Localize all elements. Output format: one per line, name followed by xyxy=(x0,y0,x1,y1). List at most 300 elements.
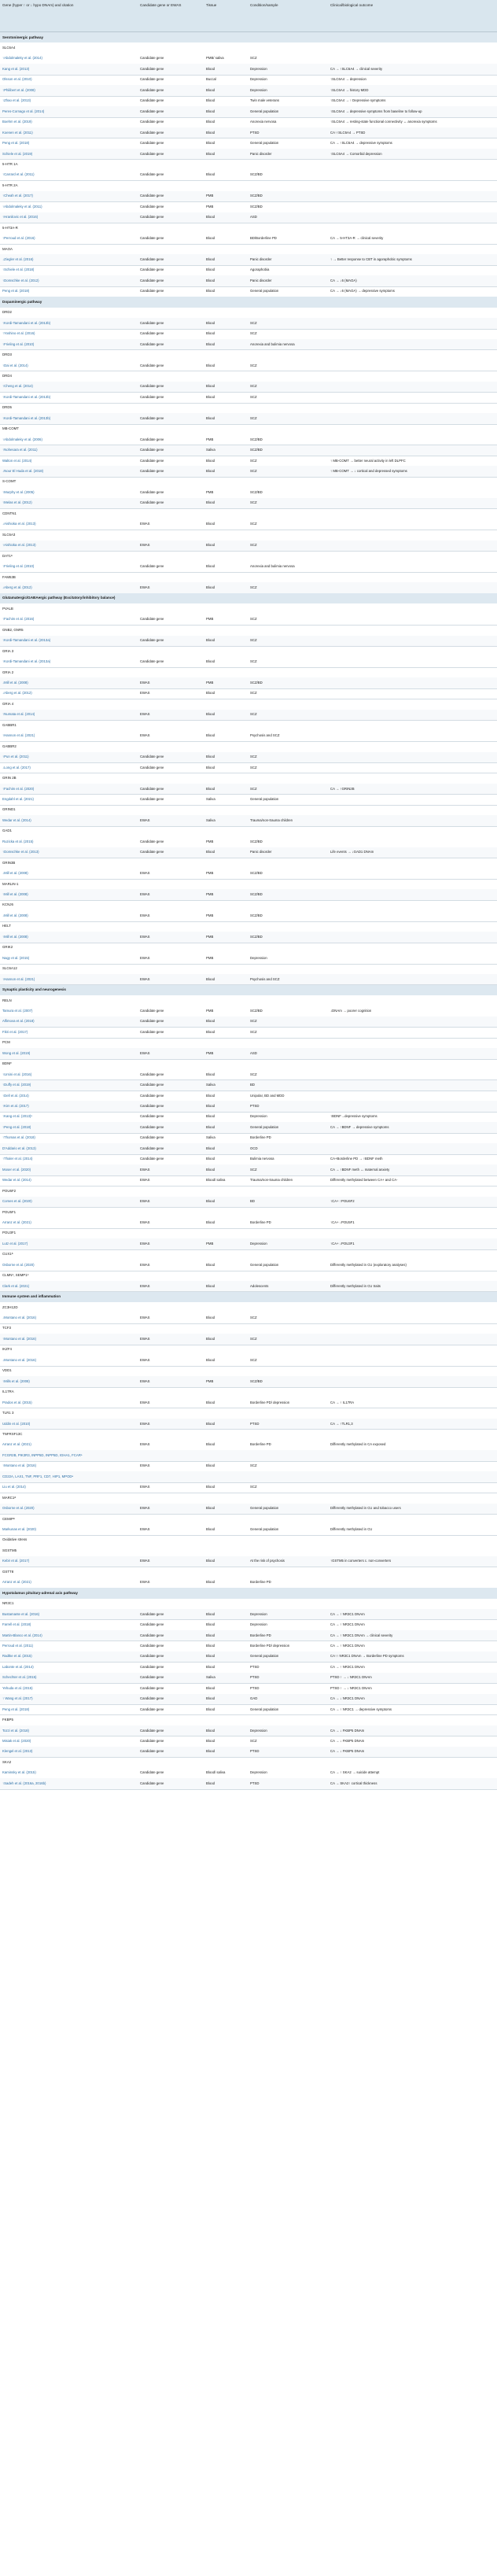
citation-cell[interactable]: Comes et al. (2020) xyxy=(2,1199,32,1204)
tissue-cell: Blood xyxy=(206,976,215,981)
outcome-cell: CA → ↑ SKA2 → suicide attempt xyxy=(330,1770,380,1775)
citation-cell[interactable]: Fikri et al. (2017) xyxy=(2,1029,28,1034)
method-cell: Candidate gene xyxy=(140,839,164,843)
citation-cell[interactable]: ↑Abdolmaleky et al. (2014) xyxy=(2,56,42,61)
citation-cell[interactable]: ↑Nohesara et al. (2011) xyxy=(2,448,38,452)
tissue-cell: Blood xyxy=(206,289,215,293)
citation-cell[interactable]: ↑Thomas et al. (2018) xyxy=(2,1135,35,1140)
citation-cell[interactable]: Ruzicka et al. (2015) xyxy=(2,839,34,843)
condition-cell: SCZ xyxy=(250,1739,257,1744)
citation-cell[interactable]: ↑Kordi-Tamandani et al. (2013a) xyxy=(2,659,51,664)
citation-cell[interactable]: ↑Kordi-Tamandani et al. (2013b) xyxy=(2,320,51,325)
gene-heading xyxy=(0,1535,497,1545)
table-row xyxy=(0,1217,497,1228)
method-cell: Candidate gene xyxy=(140,130,164,135)
method-cell: Candidate gene xyxy=(140,289,164,293)
citation-cell[interactable]: Peng et al. (2018) xyxy=(2,289,30,293)
gene-heading xyxy=(0,625,497,635)
method-cell: Candidate gene xyxy=(140,617,164,622)
method-cell: Candidate gene xyxy=(140,1104,164,1109)
tissue-cell: Blood xyxy=(206,1685,215,1690)
gene-name: CDNTN1 xyxy=(2,511,17,515)
header-tissue: Tissue xyxy=(206,3,217,7)
gene-heading xyxy=(0,646,497,656)
citation-cell[interactable]: ↑Dai et al. (2014) xyxy=(2,363,28,367)
citation-cell[interactable]: Prados et al. (2015) xyxy=(2,1400,32,1404)
method-cell: EWAS xyxy=(140,522,150,526)
tissue-cell: Blood xyxy=(206,1664,215,1669)
tissue-cell: Blood xyxy=(206,1336,215,1341)
section-title: Serotoninergic pathway xyxy=(2,35,44,39)
condition-cell: SCZ/BD xyxy=(250,681,263,685)
tissue-cell: Blood xyxy=(206,278,215,282)
table-row xyxy=(0,254,497,265)
outcome-cell: CA → ↑ NR3C1 DNAm xyxy=(330,1664,365,1669)
method-cell: Candidate gene xyxy=(140,1633,164,1637)
method-cell: EWAS xyxy=(140,585,150,589)
tissue-cell: Blood xyxy=(206,500,215,505)
outcome-cell: ↑SLC6A4 → resting-state functional connectivity ↔ anorexia symptoms xyxy=(330,120,437,124)
section-title: Hypotalamus pituitary-adrenal axis pathway xyxy=(2,1590,78,1595)
condition-cell: Borderline PD xyxy=(250,1633,271,1637)
gene-name: NR3C1 xyxy=(2,1601,14,1606)
gene-heading xyxy=(0,720,497,730)
table-row xyxy=(0,1017,497,1028)
condition-cell: Borderline PD/ depression xyxy=(250,1400,290,1404)
citation-cell[interactable]: ↑Fachim et al. (2016) xyxy=(2,617,35,622)
gene-heading xyxy=(0,530,497,540)
outcome-cell: CA → ↑SLC6A4 → depressive symptoms xyxy=(330,141,392,146)
citation-cell[interactable]: ↑Mill et al. (2008) xyxy=(2,892,28,897)
method-cell: Candidate gene xyxy=(140,109,164,113)
citation-cell[interactable]: ↑Frieling et al. (2010) xyxy=(2,341,35,346)
tissue-cell: Saliva xyxy=(206,1135,215,1140)
tissue-cell: Blood xyxy=(206,638,215,643)
citation-cell[interactable]: ↑Thaler et al. (2014) xyxy=(2,1157,33,1161)
outcome-cell: Differently methylated in CU xyxy=(330,1527,373,1532)
citation-cell[interactable]: Arranz et al. (2021) xyxy=(2,1220,31,1224)
citation-cell[interactable]: ↑Frieling et al. (2010) xyxy=(2,564,35,569)
citation-cell[interactable]: Nagy et al. (2015) xyxy=(2,955,30,960)
gene-name: GRIA 2 xyxy=(2,670,14,674)
citation-cell[interactable]: ↓Ziegler et al. (2016) xyxy=(2,257,34,262)
tissue-cell: Blood xyxy=(206,1739,215,1744)
condition-cell: SCZ xyxy=(250,765,257,769)
citation-cell[interactable]: Osborne et al. (2020) xyxy=(2,1262,35,1267)
citation-cell[interactable]: Klengel et al. (2013) xyxy=(2,1749,33,1754)
citation-cell[interactable]: Boehm et al. (2019) xyxy=(2,120,32,124)
citation-cell[interactable]: ↑Hannon et al. (2021) xyxy=(2,733,35,738)
tissue-cell: Blood xyxy=(206,109,215,113)
citation-cell[interactable]: ↑Aishioka et al. (2013) xyxy=(2,543,36,548)
tissue-cell: Buccal xyxy=(206,77,216,82)
table-row xyxy=(0,953,497,964)
method-cell: Candidate gene xyxy=(140,1643,164,1648)
gene-heading xyxy=(0,1228,497,1238)
condition-cell: SCZ xyxy=(250,469,257,474)
gene-heading xyxy=(0,995,497,1006)
table-row xyxy=(0,64,497,75)
citation-cell[interactable]: ↑ Wang et al. (2017) xyxy=(2,1696,33,1701)
citation-cell[interactable]: ↓Nour El Huda et al. (2018) xyxy=(2,469,44,474)
method-cell: Candidate gene xyxy=(140,564,164,569)
table-row xyxy=(0,1640,497,1652)
gene-heading xyxy=(0,424,497,434)
citation-cell[interactable]: ↓Long et al. (2017) xyxy=(2,765,31,769)
table-row xyxy=(0,562,497,573)
method-cell: Candidate gene xyxy=(140,215,164,220)
condition-cell: Depression xyxy=(250,1770,267,1775)
gene-heading xyxy=(0,826,497,836)
table-row xyxy=(0,815,497,826)
gene-name: MAOA xyxy=(2,246,13,251)
citation-cell[interactable]: ↑Duffy et al. (2019) xyxy=(2,1083,31,1087)
method-cell: Candidate gene xyxy=(140,1707,164,1711)
outcome-cell: PTSD ↑ → ↓ NR3C1 DNAm xyxy=(330,1675,372,1680)
citation-cell[interactable]: Clark et al. (2021) xyxy=(2,1283,30,1288)
citation-cell[interactable]: ↑Yoshino et al. (2016) xyxy=(2,331,35,336)
citation-cell[interactable]: ↑Schiele et al. (2018) xyxy=(2,268,35,272)
tissue-cell: Blood xyxy=(206,257,215,262)
tissue-cell: Blood xyxy=(206,691,215,696)
condition-cell: Depression xyxy=(250,1728,267,1733)
citation-cell[interactable]: Kebir et al. (2017) xyxy=(2,1559,30,1563)
citation-cell[interactable]: Alfimova et al. (2018) xyxy=(2,1019,35,1024)
gene-name: SLC6A12 xyxy=(2,966,17,971)
tissue-cell: Blood xyxy=(206,1421,215,1426)
table-row xyxy=(0,1652,497,1663)
gene-heading xyxy=(0,1249,497,1260)
citation-cell[interactable]: ↑Perroud et al. (2016) xyxy=(2,236,35,241)
gene-heading xyxy=(0,1059,497,1069)
table-row xyxy=(0,106,497,117)
table-row xyxy=(0,1778,497,1789)
condition-cell: General population xyxy=(250,109,279,113)
citation-cell[interactable]: ↑Numata et al. (2014) xyxy=(2,712,35,717)
gene-name: POU3F1 xyxy=(2,1231,17,1235)
citation-cell[interactable]: Perroud et al. (2011) xyxy=(2,1643,34,1648)
condition-cell: SCZ xyxy=(250,638,257,643)
tissue-cell: Blood xyxy=(206,98,215,103)
citation-cell[interactable]: ↓Montano et al. (2016) xyxy=(2,1316,36,1320)
citation-cell[interactable]: Liu et al. (2014) xyxy=(2,1485,26,1489)
condition-cell: Bulimia nervosa xyxy=(250,1157,274,1161)
citation-cell[interactable]: Kang et al. (2013) xyxy=(2,66,30,71)
header-outcome: Clinical/biological outcome xyxy=(330,3,374,7)
outcome-cell: CA → ↓ FKBP5 DNAm xyxy=(330,1739,365,1744)
section-heading xyxy=(0,32,497,42)
citation-cell[interactable]: Uddin et al. (2010) xyxy=(2,1421,31,1426)
tissue-cell: Blood xyxy=(206,1167,215,1172)
citation-cell[interactable]: ↓Mill et al. (2008) xyxy=(2,913,28,917)
citation-cell[interactable]: Farrell et al. (2018) xyxy=(2,1622,31,1627)
condition-cell: Trauma/non-trauma children xyxy=(250,1178,293,1183)
table-row xyxy=(0,794,497,805)
citation-cell[interactable]: ↓Aberg et al. (2012) xyxy=(2,585,32,589)
method-cell: EWAS xyxy=(140,681,150,685)
citation-cell[interactable]: ↓Mill et al. (2008) xyxy=(2,681,28,685)
tissue-cell: Saliva xyxy=(206,1083,215,1087)
citation-cell[interactable]: ↓Aberg et al. (2012) xyxy=(2,691,32,696)
gene-name: TLR1 3 xyxy=(2,1411,14,1415)
citation-cell[interactable]: ↑Kang et al. (2013)ᵃ xyxy=(2,1114,32,1119)
tissue-cell: Blood xyxy=(206,141,215,146)
tissue-cell: Blood xyxy=(206,659,215,664)
table-row xyxy=(0,234,497,245)
condition-cell: At the risk of psychosis xyxy=(250,1559,285,1563)
citation-cell[interactable]: ↑Carrard et al. (2011) xyxy=(2,172,35,177)
method-cell: Candidate gene xyxy=(140,394,164,399)
table-row xyxy=(0,318,497,329)
method-cell: EWAS xyxy=(140,1316,150,1320)
table-row xyxy=(0,1048,497,1059)
gene-name: PVALB xyxy=(2,606,13,611)
tissue-cell: Blood xyxy=(206,1749,215,1754)
tissue-cell: Blood xyxy=(206,1485,215,1489)
citation-cell[interactable]: Schiele et al. (2019) xyxy=(2,151,33,156)
citation-cell[interactable]: Kaminsky et al. (2015) xyxy=(2,1770,36,1775)
table-row xyxy=(0,657,497,668)
tissue-cell: Blood xyxy=(206,384,215,389)
condition-cell: SCZ xyxy=(250,56,257,61)
gene-heading xyxy=(0,1387,497,1397)
condition-cell: SCZ xyxy=(250,331,257,336)
citation-cell[interactable]: ↑Zhao et al. (2013) xyxy=(2,98,31,103)
citation-cell[interactable]: Wedar et al. (2014) xyxy=(2,817,31,822)
method-cell: Candidate gene xyxy=(140,66,164,71)
citation-cell[interactable]: Peng et al. (2018) xyxy=(2,141,30,146)
table-row xyxy=(0,201,497,212)
condition-cell: SCZ/BD xyxy=(250,448,263,452)
citation-cell[interactable]: ↑Cheng et al. (2014) xyxy=(2,384,33,389)
gene-heading xyxy=(0,508,497,519)
citation-cell[interactable]: ↑Hranilovic et al. (2016) xyxy=(2,215,39,220)
table-row xyxy=(0,212,497,223)
citation-cell[interactable]: ↑Melas et al. (2012) xyxy=(2,500,32,505)
gene-name: GNB2, GNR5 xyxy=(2,627,24,632)
citation-cell[interactable]: ↑Kordi-Tamandani et al. (2013b) xyxy=(2,394,51,399)
condition-cell: SCZ xyxy=(250,543,257,548)
method-cell: Candidate gene xyxy=(140,1770,164,1775)
table-row xyxy=(0,1747,497,1758)
citation-cell[interactable]: Martin-Blanco et al. (2014) xyxy=(2,1633,42,1637)
gene-name: SLC6A3 xyxy=(2,532,16,537)
method-cell: Candidate gene xyxy=(140,56,164,61)
citation-cell[interactable]: Yehuda et al. (2015) xyxy=(2,1685,33,1690)
outcome-cell: ↑CA+ ↑POU6F2 xyxy=(330,1199,355,1204)
citation-cell[interactable]: Schechter et al. (2015) xyxy=(2,1675,37,1680)
citation-cell[interactable]: ↑Sadeh et al. (2016a, 2016b) xyxy=(2,1781,46,1785)
method-cell: Candidate gene xyxy=(140,1611,164,1616)
gene-name: ZC3H12D xyxy=(2,1305,18,1309)
table-row xyxy=(0,1419,497,1430)
outcome-cell: CA → ↓ FKBP5 DNAm xyxy=(330,1749,365,1754)
citation-cell[interactable]: ↓Mill et al. (2008) xyxy=(2,871,28,876)
citation-cell[interactable]: Olsson et al. (2010) xyxy=(2,77,32,82)
gene-heading xyxy=(0,1715,497,1725)
citation-cell[interactable]: ↑Domschke et al. (2012) xyxy=(2,278,39,282)
table-row xyxy=(0,138,497,149)
citation-cell[interactable]: Arranz et al. (2021) xyxy=(2,1442,31,1447)
table-row xyxy=(0,1260,497,1271)
citation-cell[interactable]: Walton et al. (2014) xyxy=(2,458,32,463)
citation-cell[interactable]: Arranz et al. (2021) xyxy=(2,1580,31,1585)
citation-cell[interactable]: ↑Abdolmaleky et al. (2006) xyxy=(2,437,42,441)
table-row xyxy=(0,1154,497,1165)
citation-cell[interactable]: Wedar et al. (2014) xyxy=(2,1178,31,1183)
condition-cell: SCZ xyxy=(250,1316,257,1320)
citation-cell[interactable]: ↑Mills et al. (2008) xyxy=(2,1378,30,1383)
outcome-cell: CA → ↑BDNF → depressive symptoms xyxy=(330,1124,389,1129)
tissue-cell: Blood xyxy=(206,1283,215,1288)
gene-name: GRIN3B xyxy=(2,860,16,865)
citation-cell[interactable]: ↑Kim et al. (2017) xyxy=(2,1104,29,1109)
citation-cell[interactable]: Tamura et al. (2007) xyxy=(2,1008,33,1013)
method-cell: Candidate gene xyxy=(140,1781,164,1785)
tissue-cell: Blood xyxy=(206,331,215,336)
condition-cell: SCZ xyxy=(250,415,257,420)
citation-cell[interactable]: Lutz et al. (2017) xyxy=(2,1241,28,1246)
condition-cell: PTSD xyxy=(250,1781,260,1785)
citation-cell[interactable]: FCGR2B, PIK3R3, INPP5D, INPP5D, IGHA1, FCARᵃ xyxy=(2,1452,83,1457)
outcome-cell: ↑CA+ ↓POU5F1 xyxy=(330,1220,355,1224)
condition-cell: General population xyxy=(250,796,279,801)
tissue-cell: Blood xyxy=(206,1559,215,1563)
outcome-cell: CA → ↑ NR3C1 DNAm xyxy=(330,1622,365,1627)
citation-cell[interactable]: ↑Murphy et al. (2005) xyxy=(2,489,35,494)
table-row xyxy=(0,688,497,699)
gene-heading xyxy=(0,805,497,815)
citation-cell[interactable]: Radtke et al. (2015) xyxy=(2,1654,32,1659)
method-cell: Candidate gene xyxy=(140,1114,164,1119)
citation-cell[interactable]: ↑Hannon et al. (2021) xyxy=(2,976,35,981)
outcome-cell: Differently methylated between CA+ and CA- xyxy=(330,1178,398,1183)
table-row xyxy=(0,275,497,286)
method-cell: Candidate gene xyxy=(140,1749,164,1754)
table-row xyxy=(0,836,497,847)
gene-name: SLC6A4 xyxy=(2,46,16,50)
condition-cell: SCZ xyxy=(250,384,257,389)
citation-cell[interactable]: ↑Pun et al. (2011) xyxy=(2,755,29,759)
citation-cell[interactable]: ↑Mill et al. (2008) xyxy=(2,934,28,939)
method-cell: Candidate gene xyxy=(140,98,164,103)
citation-cell[interactable]: ↑Montano et al. (2016) xyxy=(2,1463,36,1468)
table-row xyxy=(0,869,497,880)
header-method: Candidate gene or EWAS xyxy=(140,3,182,7)
condition-cell: GAD xyxy=(250,1696,258,1701)
citation-cell[interactable]: Bustamante et al. (2016) xyxy=(2,1611,40,1616)
citation-cell[interactable]: ↑Fachim et al. (2020) xyxy=(2,786,35,791)
citation-cell[interactable]: Osborne et al. (2020) xyxy=(2,1506,35,1511)
citation-cell[interactable]: Peres-Cornago et al. (2014) xyxy=(2,109,45,113)
citation-cell[interactable]: ↑Philibert et al. (2008) xyxy=(2,87,35,92)
table-row xyxy=(0,710,497,721)
gene-heading xyxy=(0,1345,497,1355)
method-cell: Candidate gene xyxy=(140,437,164,441)
table-row xyxy=(0,1504,497,1515)
condition-cell: Borderline PD xyxy=(250,1135,271,1140)
gene-heading xyxy=(0,350,497,360)
method-cell: Candidate gene xyxy=(140,268,164,272)
citation-cell[interactable]: ↑Abdolmaleky et al. (2011) xyxy=(2,204,42,209)
citation-cell[interactable]: Misiak et al. (2020) xyxy=(2,1739,31,1744)
citation-cell[interactable]: ↓Montano et al. (2016) xyxy=(2,1357,36,1362)
citation-cell[interactable]: Wong et al. (2019) xyxy=(2,1050,31,1055)
citation-cell[interactable]: ↑Ursini et al. (2016) xyxy=(2,1072,32,1076)
citation-cell[interactable]: Tozzi et al. (2018) xyxy=(2,1728,29,1733)
gene-name: 5-HTR 2A xyxy=(2,183,18,187)
citation-cell[interactable]: Markunas et al. (2020) xyxy=(2,1527,36,1532)
citation-cell[interactable]: ↑Cheah et al. (2017) xyxy=(2,194,33,198)
citation-cell[interactable]: Labonte et al. (2014) xyxy=(2,1664,34,1669)
method-cell: Candidate gene xyxy=(140,500,164,505)
citation-cell[interactable]: Engdahl et al. (2021) xyxy=(2,796,34,801)
table-row xyxy=(0,149,497,160)
condition-cell: PTSD xyxy=(250,1421,260,1426)
tissue-cell: Blood xyxy=(206,1463,215,1468)
citation-cell[interactable]: ↑Domschke et al. (2013) xyxy=(2,850,39,854)
gene-name: GRIA 3 xyxy=(2,648,14,653)
table-row xyxy=(0,1461,497,1472)
tissue-cell: Blood xyxy=(206,1146,215,1150)
gene-name: DRD3 xyxy=(2,352,12,357)
tissue-cell: Blood xyxy=(206,564,215,569)
gene-heading xyxy=(0,308,497,318)
gene-heading xyxy=(0,572,497,582)
table-row xyxy=(0,191,497,202)
citation-cell[interactable]: CD22A, LAX1, TNF, PRF1, CD7, HIP1, MPODᵃ xyxy=(2,1474,74,1478)
tissue-cell: PMB xyxy=(206,617,214,622)
method-cell: Candidate gene xyxy=(140,1019,164,1024)
citation-cell[interactable]: ↑Dell et al. (2014) xyxy=(2,1093,29,1098)
table-row xyxy=(0,1630,497,1641)
header-condition: Condition/sample xyxy=(250,3,278,7)
method-cell: Candidate gene xyxy=(140,1157,164,1161)
method-cell: EWAS xyxy=(140,1442,150,1447)
outcome-cell: CA → ↑SLC6A4 → clinical severity xyxy=(330,66,383,71)
gene-name: GSTT8 xyxy=(2,1569,14,1574)
condition-cell: Anorexia and bulimia nervosa xyxy=(250,564,295,569)
citation-cell[interactable]: ↑Kordi-Tamandani et al. (2013b) xyxy=(2,415,51,420)
tissue-cell: Blood xyxy=(206,1400,215,1404)
citation-cell[interactable]: ↑Kordi-Tamandani et al. (2013a) xyxy=(2,638,51,643)
method-cell: Candidate gene xyxy=(140,1739,164,1744)
citation-cell[interactable]: Peng et al. (2018) xyxy=(2,1707,30,1711)
method-cell: Candidate gene xyxy=(140,236,164,241)
tissue-cell: PMB xyxy=(206,839,214,843)
tissue-cell: Blood xyxy=(206,394,215,399)
gene-name: POU5F1 xyxy=(2,1209,17,1214)
citation-cell[interactable]: Moser et al. (2020) xyxy=(2,1167,31,1172)
tissue-cell: Blood xyxy=(206,1019,215,1024)
condition-cell: SCZ xyxy=(250,394,257,399)
citation-cell[interactable]: D'Addario et al. (2013) xyxy=(2,1146,36,1150)
gene-heading xyxy=(0,943,497,953)
citation-cell[interactable]: ↓Aishioka et al. (2013) xyxy=(2,522,36,526)
tissue-cell: Saliva xyxy=(206,1675,215,1680)
method-cell: EWAS xyxy=(140,1199,150,1204)
condition-cell: Psychosis and SCZ xyxy=(250,733,280,738)
citation-cell[interactable]: Koenen et al. (2011) xyxy=(2,130,33,135)
condition-cell: General population xyxy=(250,1527,279,1532)
condition-cell: Borderline PD xyxy=(250,1442,271,1447)
gene-heading xyxy=(0,403,497,413)
citation-cell[interactable]: ↑Montano et al. (2016) xyxy=(2,1336,36,1341)
citation-cell[interactable]: ↑Peng et al. (2018) xyxy=(2,1124,31,1129)
method-cell: EWAS xyxy=(140,1463,150,1468)
outcome-cell: CA → 5-HT3A-R → clinical severity xyxy=(330,236,384,241)
method-cell: Candidate gene xyxy=(140,489,164,494)
